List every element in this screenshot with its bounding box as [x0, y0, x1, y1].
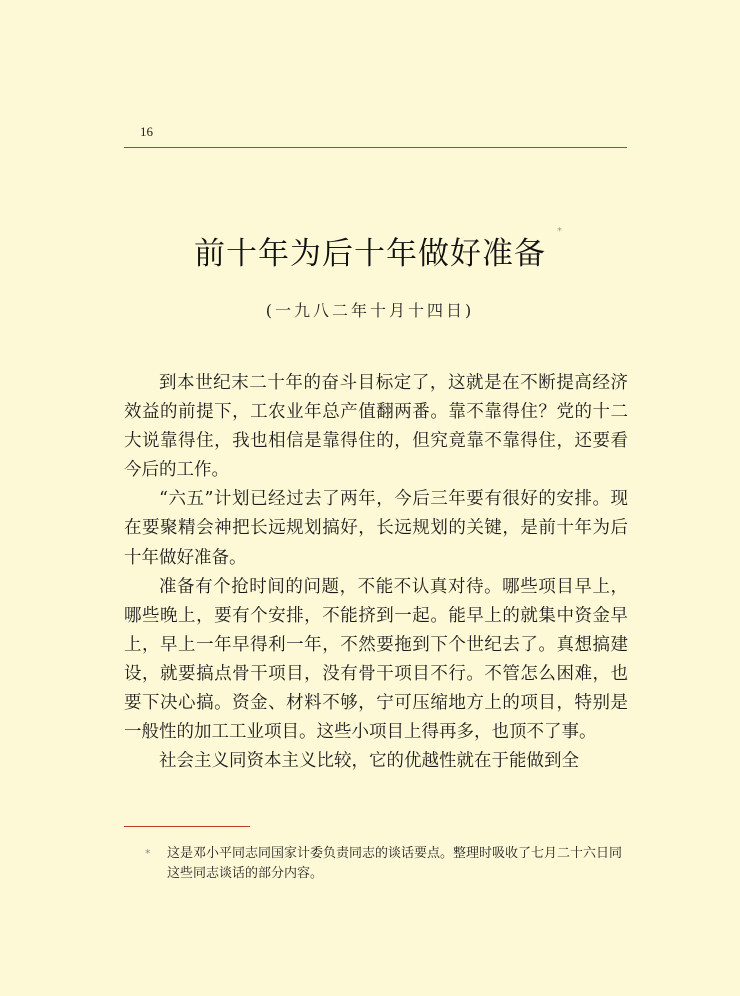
paragraph-1: 到本世纪末二十年的奋斗目标定了，这就是在不断提高经济效益的前提下，工农业年总产值翻两番。靠不靠得住？党的十二大说靠得住，我也相信是靠得住的，但究竟靠不靠得住，还要看今后的工作。 — [124, 373, 628, 481]
header-rule — [124, 147, 627, 148]
footnote-rule — [124, 826, 250, 827]
footnote-text: 这是邓小平同志同国家计委负责同志的谈话要点。整理时吸收了七月二十六日同这些同志谈话的部分内容。 — [167, 846, 623, 881]
article-title: 前十年为后十年做好准备 — [194, 236, 546, 272]
footnote — [145, 844, 630, 884]
title-footnote-mark: * — [557, 226, 562, 237]
footnote-mark: * — [145, 847, 151, 860]
article-body — [124, 369, 628, 776]
page-number: 16 — [140, 124, 153, 139]
paragraph-2: “六五”计划已经过去了两年，今后三年要有很好的安排。现在要聚精会神把长远规划搞好，长远规划的关键，是前十年为后十年做好准备。 — [124, 489, 628, 568]
paragraph-4: 社会主义同资本主义比较，它的优越性就在于能做到全 — [159, 751, 579, 772]
article-date: (一九八二年十月十四日) — [265, 301, 475, 320]
paragraph-3: 准备有个抢时间的问题，不能不认真对待。哪些项目早上，哪些晚上，要有个安排，不能挤到一起。能早上的就集中资金早上，早上一年早得利一年，不然要拖到下个世纪去了。真想搞建设，就要搞点骨干项目，没有骨干项目不行。不管怎么困难，也要下决心搞。资金、材料不够，宁可压缩地方上的项目，特别是一般性的加工工业项目。这些小项目上得再多，也顶不了事。 — [124, 576, 628, 743]
